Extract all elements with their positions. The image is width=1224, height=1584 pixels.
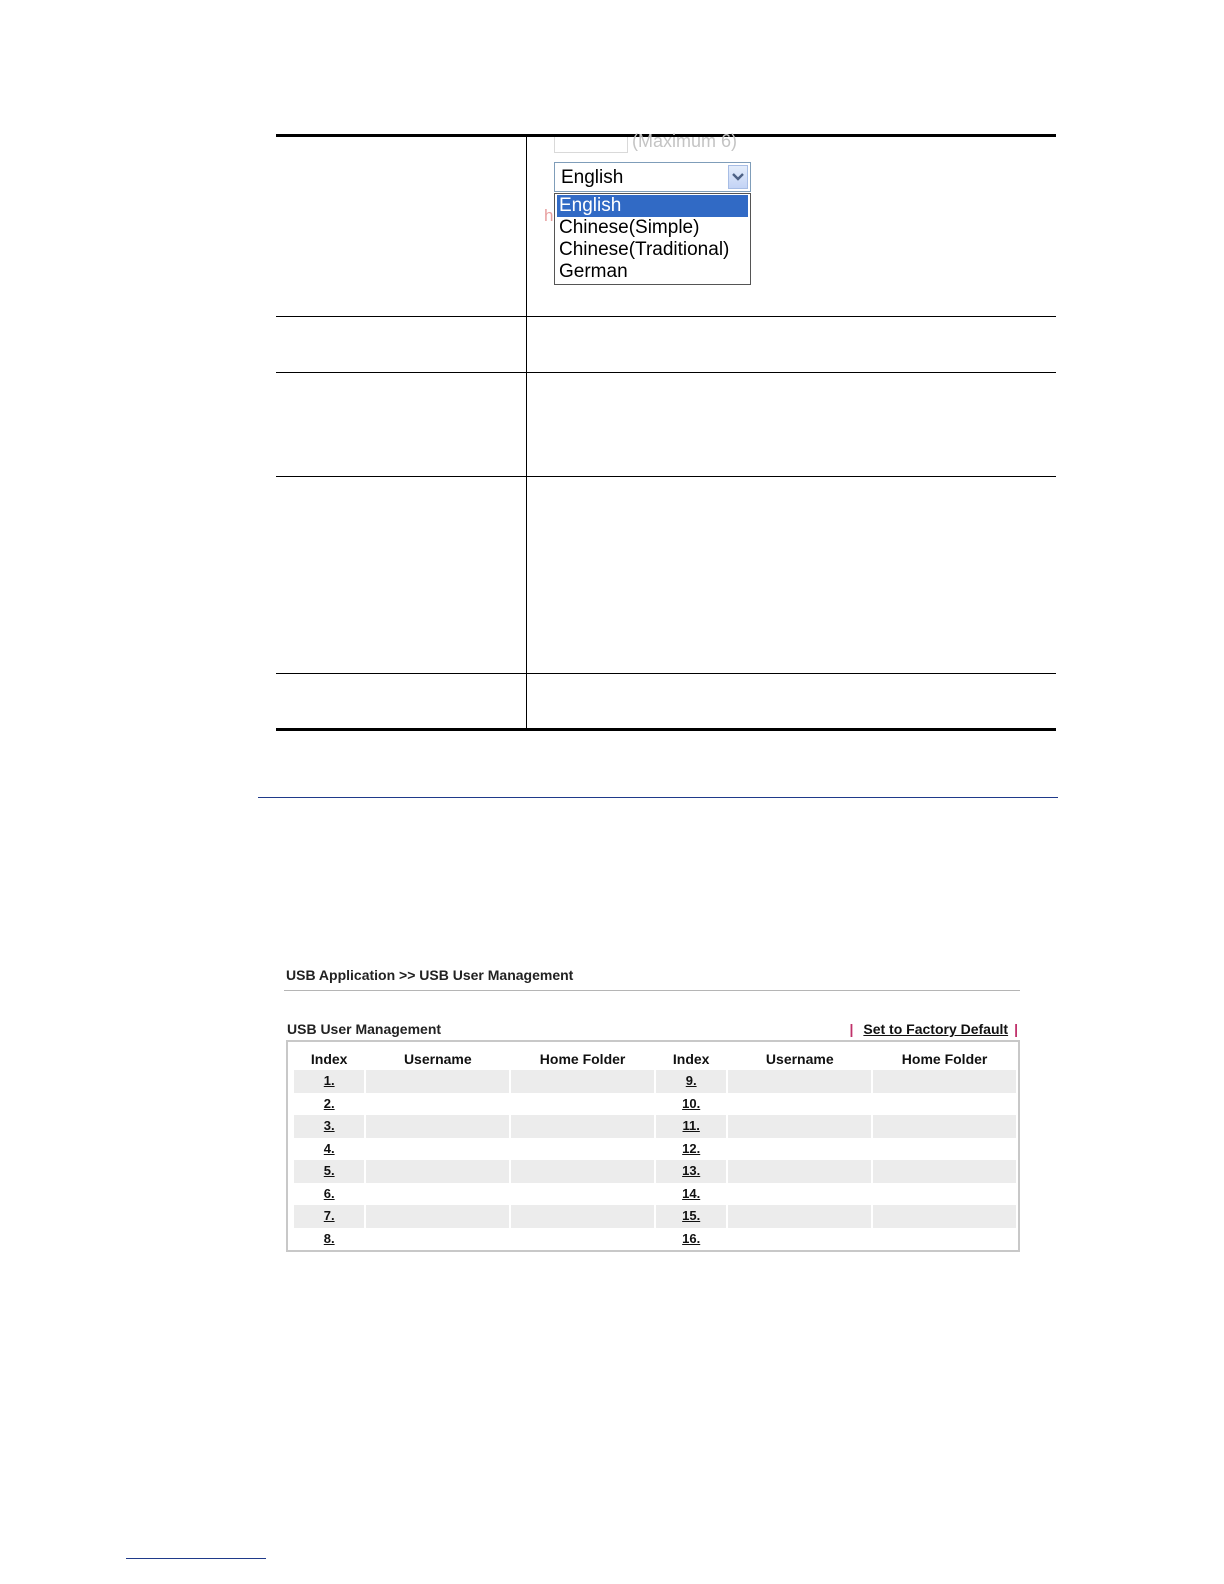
username-cell: [728, 1205, 871, 1228]
username-cell: [366, 1115, 509, 1138]
usb-user-table: [292, 1048, 1018, 1250]
username-cell: [728, 1138, 871, 1161]
set-to-factory-default-link[interactable]: Set to Factory Default: [863, 1021, 1009, 1037]
home-folder-cell: [873, 1160, 1016, 1183]
breadcrumb: USB Application >> USB User Management: [286, 967, 574, 983]
username-cell: [366, 1070, 509, 1093]
index-cell: [294, 1205, 364, 1228]
user-table-frame: [286, 1040, 1020, 1252]
index-cell: [656, 1205, 726, 1228]
header-index: Index: [672, 1051, 710, 1067]
footnote-separator: [126, 1558, 266, 1559]
max-length-label: (Maximum 6): [632, 131, 738, 151]
user-index-link[interactable]: 16.: [682, 1230, 701, 1246]
user-index-link[interactable]: 12.: [682, 1140, 701, 1156]
table-row-separator: [276, 372, 1056, 373]
home-folder-cell: [873, 1205, 1016, 1228]
section-separator: [258, 797, 1058, 798]
username-cell: [728, 1115, 871, 1138]
max-length-field: [554, 137, 628, 153]
index-cell: [656, 1115, 726, 1138]
username-cell: [366, 1093, 509, 1116]
user-index-link[interactable]: 7.: [323, 1208, 335, 1224]
index-cell: [656, 1228, 726, 1251]
home-folder-cell: [511, 1183, 654, 1206]
home-folder-cell: [873, 1138, 1016, 1161]
chevron-down-icon: [732, 172, 744, 182]
index-cell: [656, 1070, 726, 1093]
language-select-value: English: [561, 167, 624, 188]
home-folder-cell: [873, 1093, 1016, 1116]
table-row: [294, 1160, 1016, 1183]
table-row: [294, 1205, 1016, 1228]
username-cell: [728, 1228, 871, 1251]
home-folder-cell: [511, 1205, 654, 1228]
index-cell: [294, 1160, 364, 1183]
home-folder-cell: [511, 1138, 654, 1161]
home-folder-cell: [511, 1070, 654, 1093]
user-index-link[interactable]: 14.: [682, 1185, 701, 1201]
index-cell: [294, 1138, 364, 1161]
language-option-german[interactable]: German: [559, 261, 628, 282]
index-cell: [294, 1183, 364, 1206]
home-folder-cell: [873, 1115, 1016, 1138]
dropdown-arrow-button[interactable]: [728, 165, 748, 189]
username-cell: [728, 1183, 871, 1206]
username-cell: [728, 1070, 871, 1093]
link-separator: |: [1014, 1021, 1018, 1037]
username-cell: [366, 1205, 509, 1228]
username-cell: [366, 1160, 509, 1183]
username-cell: [728, 1093, 871, 1116]
user-index-link[interactable]: 8.: [323, 1230, 335, 1246]
username-cell: [366, 1138, 509, 1161]
header-home-folder: Home Folder: [901, 1051, 988, 1067]
home-folder-cell: [511, 1115, 654, 1138]
header-index: Index: [310, 1051, 348, 1067]
language-option-chinese-simple[interactable]: Chinese(Simple): [559, 217, 700, 238]
user-index-link[interactable]: 10.: [682, 1095, 701, 1111]
table-row: [294, 1070, 1016, 1093]
user-index-link[interactable]: 5.: [323, 1163, 335, 1179]
username-cell: [366, 1228, 509, 1251]
home-folder-cell: [873, 1183, 1016, 1206]
index-cell: [656, 1093, 726, 1116]
table-header-row: [294, 1048, 1016, 1070]
parameter-description-table: [276, 131, 1056, 731]
header-home-folder: Home Folder: [539, 1051, 626, 1067]
user-index-link[interactable]: 4.: [323, 1140, 335, 1156]
language-option-english[interactable]: English: [557, 195, 748, 217]
header-username: Username: [403, 1051, 472, 1067]
user-index-link[interactable]: 3.: [323, 1118, 335, 1134]
home-folder-cell: [511, 1160, 654, 1183]
action-link-bar: [849, 1021, 1018, 1037]
home-folder-cell: [511, 1228, 654, 1251]
table-row-separator: [276, 673, 1056, 674]
username-cell: [366, 1183, 509, 1206]
link-separator: |: [849, 1021, 854, 1037]
index-cell: [656, 1183, 726, 1206]
user-index-link[interactable]: 2.: [323, 1095, 335, 1111]
index-cell: [294, 1070, 364, 1093]
table-row-separator: [276, 476, 1056, 477]
user-index-link[interactable]: 15.: [682, 1208, 701, 1224]
index-cell: [656, 1160, 726, 1183]
user-index-link[interactable]: 11.: [682, 1118, 700, 1134]
section-title: USB User Management: [287, 1021, 442, 1037]
table-row: [294, 1093, 1016, 1116]
table-row: [294, 1115, 1016, 1138]
hidden-hint-text: h: [544, 206, 554, 225]
user-index-link[interactable]: 6.: [323, 1185, 335, 1201]
header-username: Username: [765, 1051, 834, 1067]
table-row: [294, 1228, 1016, 1251]
user-index-link[interactable]: 1.: [323, 1073, 335, 1089]
index-cell: [656, 1138, 726, 1161]
home-folder-cell: [511, 1093, 654, 1116]
breadcrumb-divider: [284, 990, 1020, 991]
language-option-chinese-traditional[interactable]: Chinese(Traditional): [559, 239, 730, 260]
table-row: [294, 1138, 1016, 1161]
usb-user-management-screenshot: [284, 962, 1022, 1254]
user-index-link[interactable]: 13.: [682, 1163, 701, 1179]
language-select[interactable]: [554, 162, 751, 192]
index-cell: [294, 1093, 364, 1116]
index-cell: [294, 1115, 364, 1138]
table-column-divider: [526, 137, 527, 728]
home-folder-cell: [873, 1228, 1016, 1251]
index-cell: [294, 1228, 364, 1251]
language-select-snippet: [544, 131, 1054, 317]
home-folder-cell: [873, 1070, 1016, 1093]
language-options-list: [554, 193, 751, 285]
table-row: [294, 1183, 1016, 1206]
user-index-link[interactable]: 9.: [685, 1073, 697, 1089]
username-cell: [728, 1160, 871, 1183]
